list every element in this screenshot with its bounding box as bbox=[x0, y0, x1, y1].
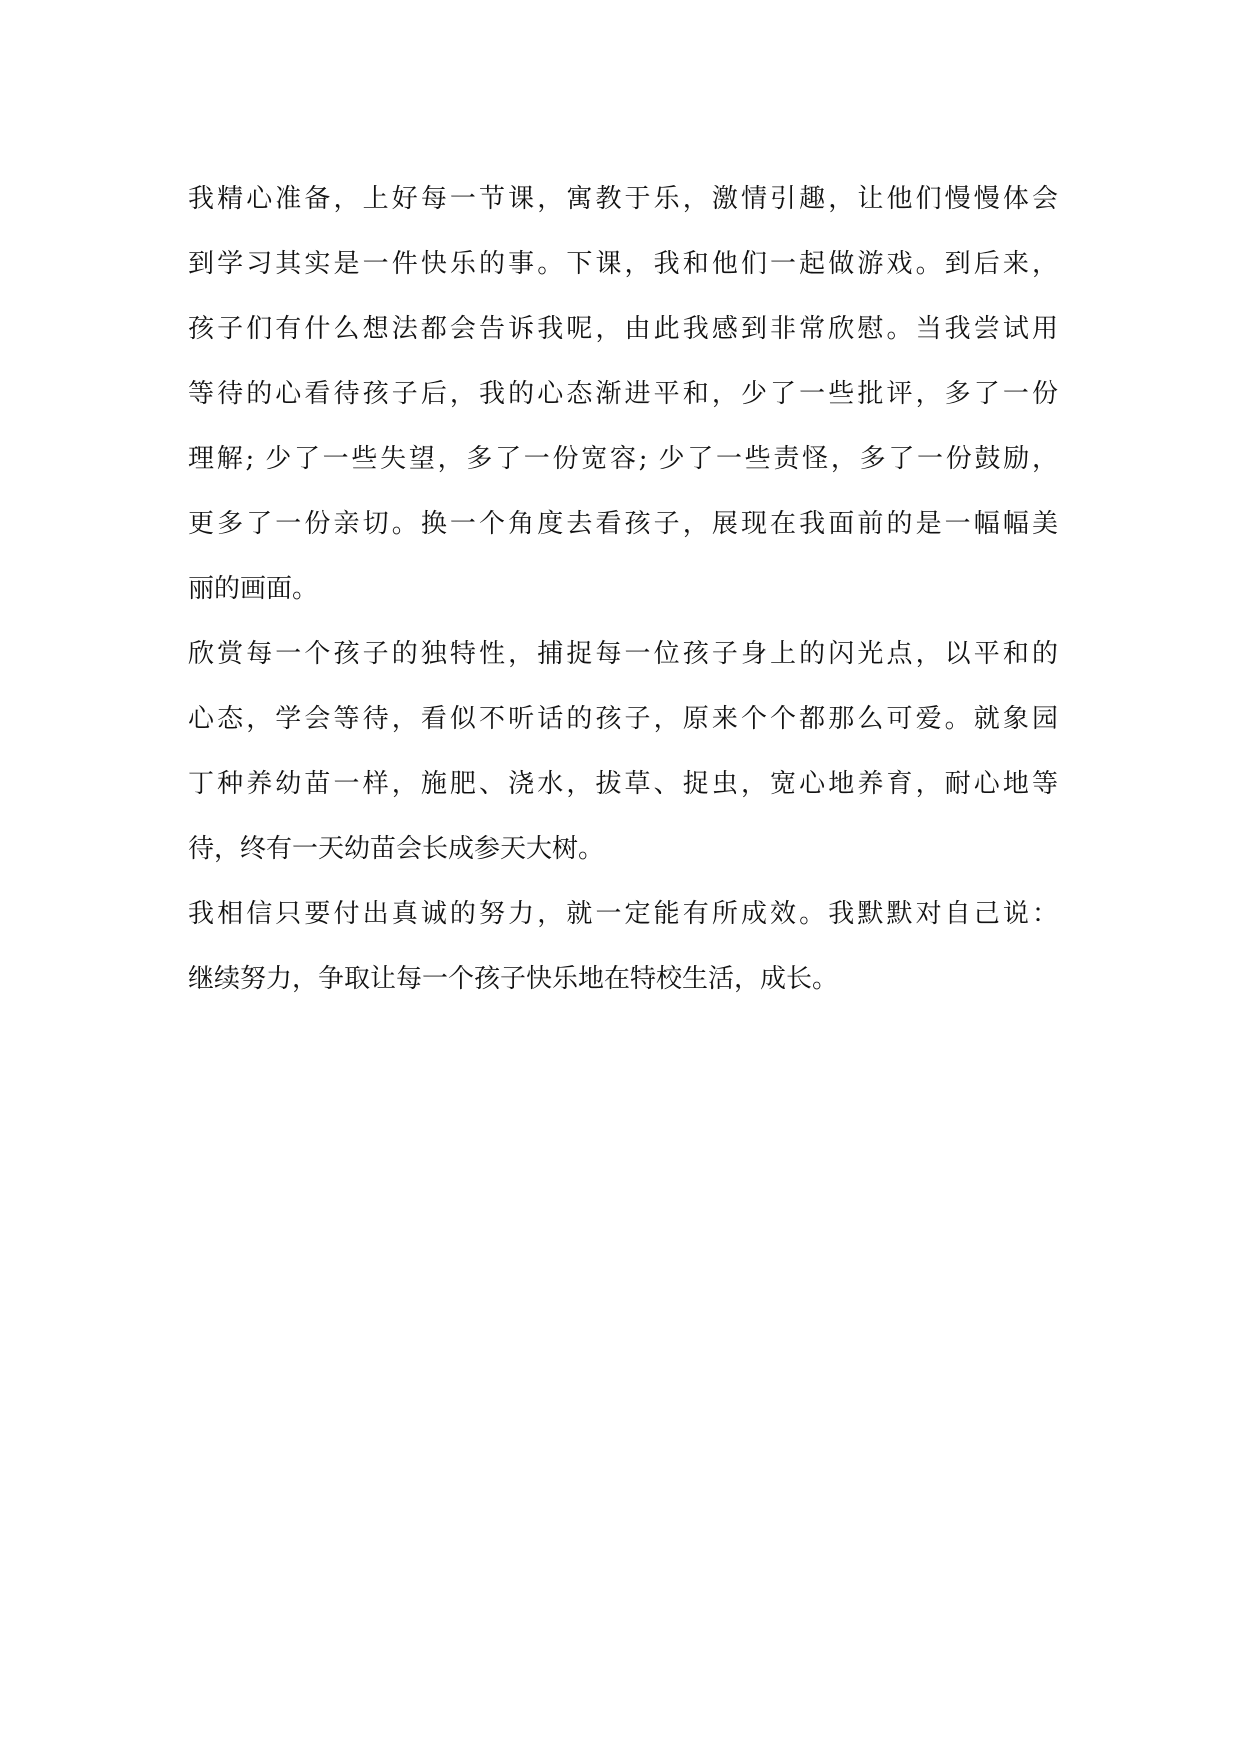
text-line: 到学习其实是一件快乐的事。下课，我和他们一起做游戏。到后来， bbox=[188, 249, 1058, 279]
text-line: 等待的心看待孩子后，我的心态渐进平和，少了一些批评，多了一份 bbox=[188, 379, 1058, 409]
text-line: 欣赏每一个孩子的独特性，捕捉每一位孩子身上的闪光点，以平和的 bbox=[188, 639, 1058, 669]
text-line: 丽的画面。 bbox=[188, 574, 319, 604]
text-line: 丁种养幼苗一样，施肥、浇水，拔草、捉虫，宽心地养育，耐心地等 bbox=[188, 769, 1058, 799]
text-line: 孩子们有什么想法都会告诉我呢，由此我感到非常欣慰。当我尝试用 bbox=[188, 314, 1058, 344]
text-line: 心态，学会等待，看似不听话的孩子，原来个个都那么可爱。就象园 bbox=[188, 704, 1058, 734]
text-line: 更多了一份亲切。换一个角度去看孩子，展现在我面前的是一幅幅美 bbox=[188, 509, 1058, 539]
text-line: 我相信只要付出真诚的努力，就一定能有所成效。我默默对自己说： bbox=[188, 899, 1058, 929]
text-line: 待，终有一天幼苗会长成参天大树。 bbox=[188, 834, 605, 864]
text-line: 理解; 少了一些失望，多了一份宽容; 少了一些责怪，多了一份鼓励， bbox=[188, 444, 1058, 474]
document-body bbox=[188, 167, 1058, 1012]
text-line: 我精心准备，上好每一节课，寓教于乐，激情引趣，让他们慢慢体会 bbox=[188, 184, 1058, 214]
text-line: 继续努力，争取让每一个孩子快乐地在特校生活，成长。 bbox=[188, 964, 839, 994]
